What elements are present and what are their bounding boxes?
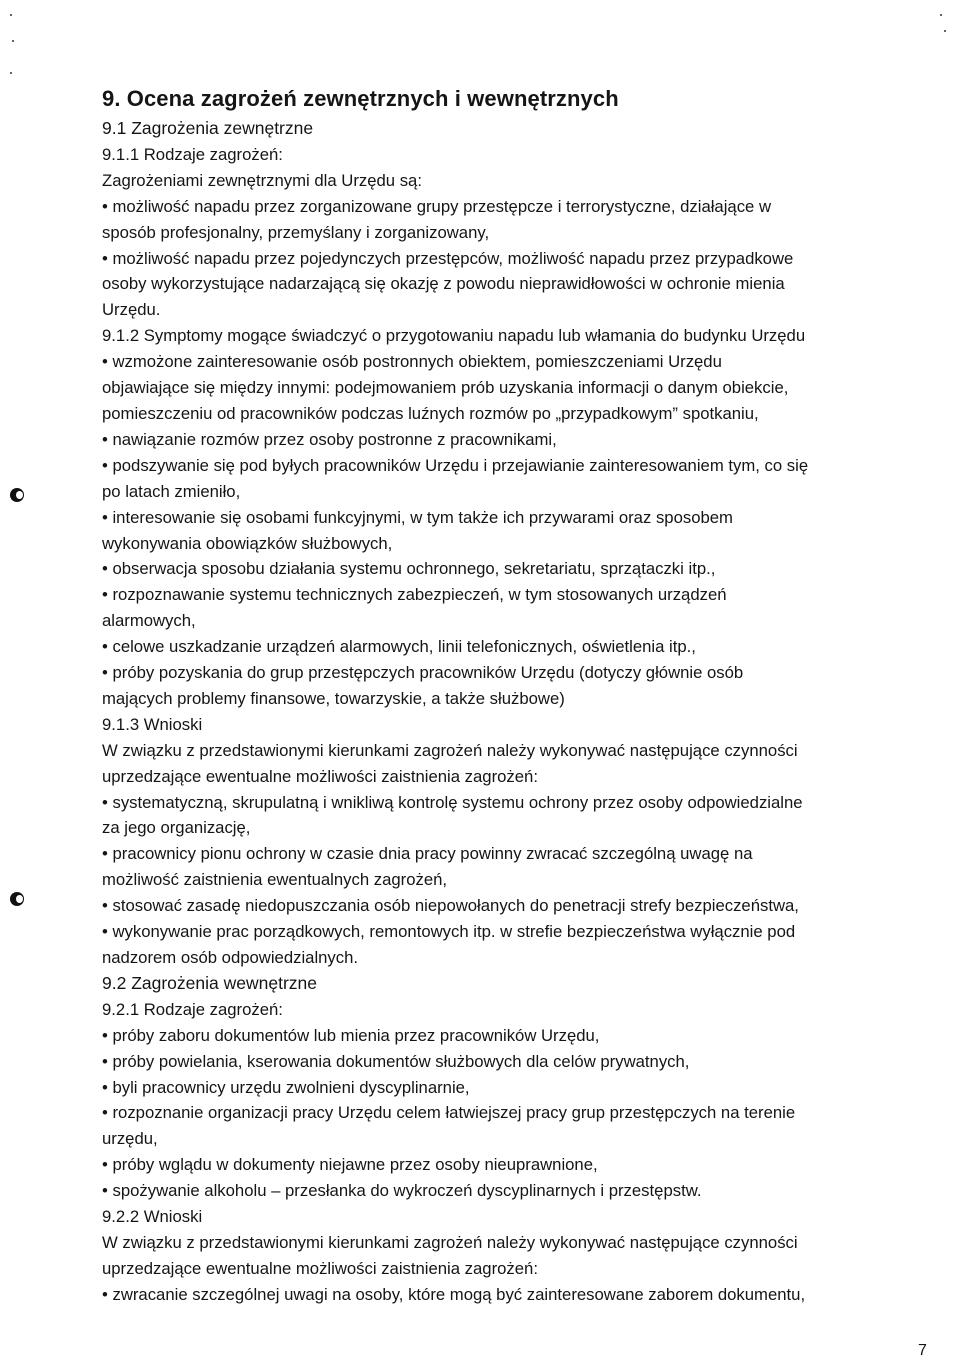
text-line: Urzędu. <box>102 300 161 320</box>
text-line: osoby wykorzystujące nadarzającą się okazję z powodu nieprawidłowości w ochronie mienia <box>102 274 785 294</box>
text-line: 9.2.1 Rodzaje zagrożeń: <box>102 999 283 1019</box>
text-line: nadzorem osób odpowiedzialnych. <box>102 948 359 967</box>
text-line: uprzedzające ewentualne możliwości zaistnienia zagrożeń: <box>102 1258 538 1278</box>
text-line: mających problemy finansowe, towarzyskie, a także służbowe) <box>102 688 565 708</box>
text-line: • rozpoznawanie systemu technicznych zabezpieczeń, w tym stosowanych urządzeń <box>102 585 727 605</box>
punch-hole-top <box>10 488 24 502</box>
text-line: 9.1 Zagrożenia zewnętrzne <box>102 118 314 138</box>
text-line: • próby wglądu w dokumenty niejawne przez osoby nieuprawnione, <box>102 1155 598 1175</box>
text-line: • byli pracownicy urzędu zwolnieni dyscyplinarnie, <box>102 1077 470 1097</box>
text-line: za jego organizację, <box>102 818 251 838</box>
text-line: • próby pozyskania do grup przestępczych pracowników Urzędu (dotyczy głównie osób <box>102 663 744 683</box>
text-line: • celowe uszkadzanie urządzeń alarmowych, linii telefonicznych, oświetlenia itp., <box>102 637 696 657</box>
text-line: • nawiązanie rozmów przez osoby postronne z pracownikami, <box>102 429 557 449</box>
text-line: sposób profesjonalny, przemyślany i zorganizowany, <box>102 222 490 242</box>
text-line: • systematyczną, skrupulatną i wnikliwą kontrolę systemu ochrony przez osoby odpowiedzialne <box>102 792 803 812</box>
scan-speck <box>12 40 14 42</box>
text-line: • rozpoznanie organizacji pracy Urzędu celem łatwiejszej pracy grup przestępczych na terenie <box>102 1103 796 1123</box>
scan-speck <box>10 72 12 74</box>
text-line: objawiające się między innymi: podejmowaniem prób uzyskania informacji o danym obiekcie, <box>102 378 789 398</box>
document-page <box>102 84 932 1308</box>
text-line: 9.1.3 Wnioski <box>102 714 203 734</box>
text-line: • zwracanie szczególnej uwagi na osoby, które mogą być zainteresowane zaborem dokumentu, <box>102 1284 806 1304</box>
text-line: W związku z przedstawionymi kierunkami zagrożeń należy wykonywać następujące czynności <box>102 1232 798 1252</box>
punch-hole-bottom <box>10 892 24 906</box>
text-line: 9.1.1 Rodzaje zagrożeń: <box>102 144 283 164</box>
text-line: • wykonywanie prac porządkowych, remontowych itp. w strefie bezpieczeństwa wyłącznie pod <box>102 922 796 942</box>
text-line: • stosować zasadę niedopuszczania osób niepowołanych do penetracji strefy bezpieczeństwa, <box>102 896 799 916</box>
text-line: • obserwacja sposobu działania systemu ochronnego, sekretariatu, sprzątaczki itp., <box>102 559 716 579</box>
scan-speck <box>944 30 946 32</box>
text-line: W związku z przedstawionymi kierunkami zagrożeń należy wykonywać następujące czynności <box>102 740 798 760</box>
text-line: • możliwość napadu przez pojedynczych przestępców, możliwość napadu przez przypadkowe <box>102 248 794 268</box>
text-line: wykonywania obowiązków służbowych, <box>102 533 393 553</box>
text-line: 9.2.2 Wnioski <box>102 1207 203 1227</box>
text-line: 9.1.2 Symptomy mogące świadczyć o przygotowaniu napadu lub włamania do budynku Urzędu <box>102 326 806 346</box>
text-line: po latach zmieniło, <box>102 481 241 501</box>
scan-speck <box>10 14 12 16</box>
document-body <box>102 116 932 1308</box>
text-line: • próby zaboru dokumentów lub mienia przez pracowników Urzędu, <box>102 1025 600 1045</box>
text-line: • pracownicy pionu ochrony w czasie dnia pracy powinny zwracać szczególną uwagę na <box>102 844 753 864</box>
text-line: możliwość zaistnienia ewentualnych zagrożeń, <box>102 870 448 890</box>
text-line: • interesowanie się osobami funkcyjnymi, w tym także ich przywarami oraz sposobem <box>102 507 733 527</box>
text-line: alarmowych, <box>102 611 196 631</box>
text-line: uprzedzające ewentualne możliwości zaistnienia zagrożeń: <box>102 766 538 786</box>
text-line: Zagrożeniami zewnętrznymi dla Urzędu są: <box>102 170 422 190</box>
text-line: • wzmożone zainteresowanie osób postronnych obiektem, pomieszczeniami Urzędu <box>102 352 722 372</box>
text-line: 9.2 Zagrożenia wewnętrzne <box>102 972 317 993</box>
text-line: • spożywanie alkoholu – przesłanka do wykroczeń dyscyplinarnych i przestępstw. <box>102 1181 702 1201</box>
text-line: • próby powielania, kserowania dokumentów służbowych dla celów prywatnych, <box>102 1051 690 1071</box>
section-heading: 9. Ocena zagrożeń zewnętrznych i wewnętrznych <box>102 86 619 111</box>
scan-speck <box>940 14 942 16</box>
text-line: pomieszczeniu od pracowników podczas luźnych rozmów po „przypadkowym” spotkaniu, <box>102 403 759 423</box>
text-line: • podszywanie się pod byłych pracowników Urzędu i przejawianie zainteresowaniem tym, co się <box>102 455 809 475</box>
page-number: 7 <box>918 1342 927 1359</box>
text-line: • możliwość napadu przez zorganizowane grupy przestępcze i terrorystyczne, działające w <box>102 196 772 216</box>
text-line: urzędu, <box>102 1129 158 1149</box>
